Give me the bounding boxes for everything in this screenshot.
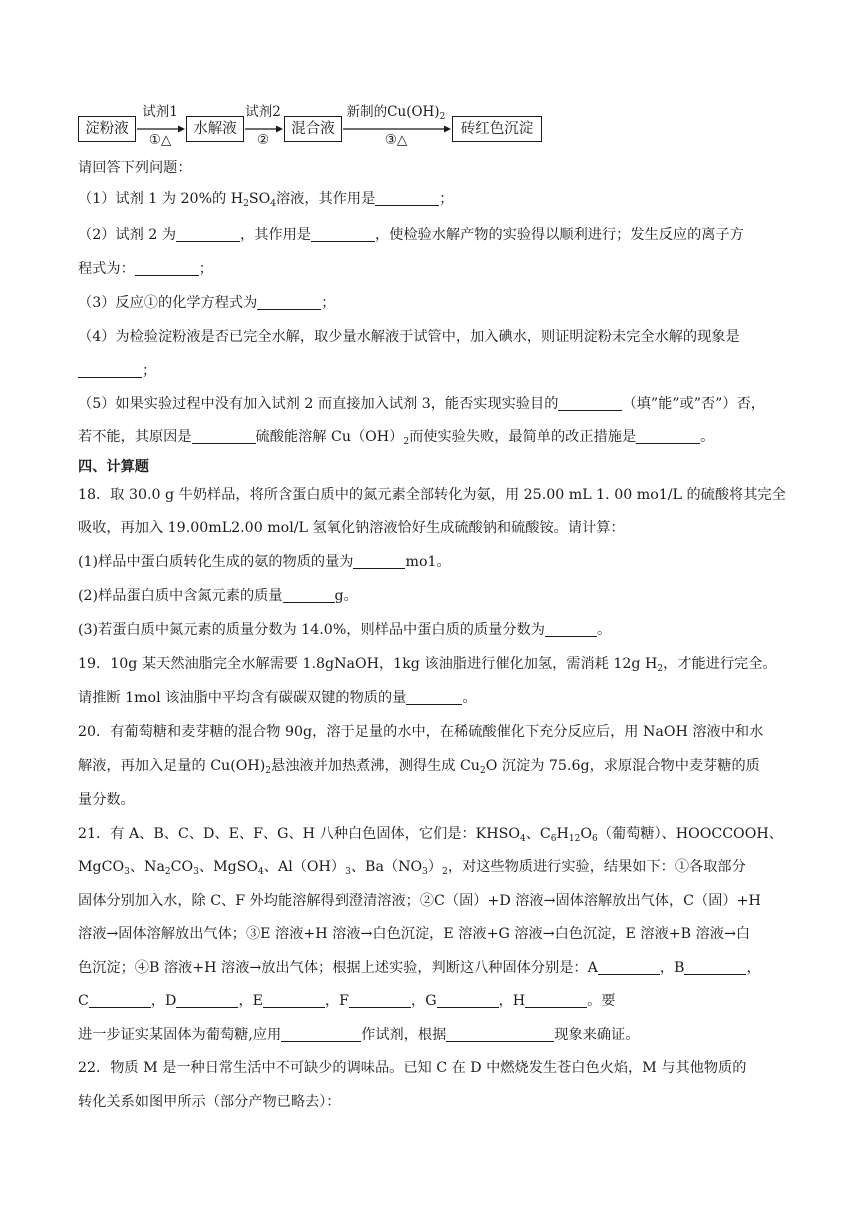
q22-line2: 转化关系如图甲所示（部分产物已略去）： [78, 1094, 341, 1110]
q21-line6: C ，D ，E ，F ，G ，H 。要 [78, 993, 616, 1009]
flow-box-starch: 淀粉液 [78, 116, 136, 142]
flow-box-mixture: 混合液 [284, 116, 342, 142]
q19-line2: 请推断 1mol 该油脂中平均含有碳碳双键的物质的量 。 [78, 690, 477, 706]
q20-line2: 解液，再加入足量的 $Cu(OH)_2$悬浊液并加热煮沸，测得生成 $Cu_2O$ 沉淀为 75.6g，求原混合物中麦芽糖的质 [78, 758, 760, 776]
experiment-flow-diagram [78, 104, 598, 154]
q21-line1: 21．有 A、B、C、D、E、F、G、H 八种白色固体，它们是：$KHSO_4$、$C_6H_{12}O_6$（葡萄糖）、HOOCCOOH、 [78, 826, 783, 844]
q17-part1: （1）试剂 1 为 20%的 $H_2SO_4$溶液，其作用是 ； [78, 191, 454, 209]
flow-label-reagent3: 新制的$Cu(OH)_2$ [346, 104, 446, 122]
answer-blank[interactable] [257, 294, 321, 310]
q21-line7: 进一步证实某固体为葡萄糖,应用 作试剂，根据 现象来确证。 [78, 1027, 640, 1043]
q17-part2-line1: （2）试剂 2 为 ，其作用是 ，使检验水解产物的实验得以顺利进行；发生反应的离子方 [78, 227, 744, 243]
answer-blank-E[interactable] [263, 992, 325, 1008]
q17-part2-line2: 程式为： ； [78, 261, 213, 277]
answer-blank[interactable] [406, 689, 462, 705]
answer-blank[interactable] [636, 428, 700, 444]
q18-sub2: (2)样品蛋白质中含氮元素的质量 g。 [78, 588, 358, 604]
answer-blank[interactable] [375, 190, 439, 206]
answer-blank-C[interactable] [89, 992, 151, 1008]
q21-line5: 色沉淀；④B 溶液+H 溶液→放出气体；根据上述实验，判断这八种固体分别是：A ，B ， [78, 960, 761, 976]
q17-intro: 请回答下列问题： [78, 160, 192, 176]
q21-line2: MgCO$_3$、$Na_2CO_3$、MgSO$_4$、$Al(OH)_3$、$Ba(NO_3)_2$，对这些物质进行实验，结果如下：①各取部分 [78, 859, 746, 877]
flow-label-step1: ①△ [148, 132, 172, 148]
flow-box-brick-red-precipitate: 砖红色沉淀 [452, 116, 542, 142]
answer-blank[interactable] [78, 362, 142, 378]
q21-line3: 固体分别加入水，除 C、F 外均能溶解得到澄清溶液；②C（固）+D 溶液→固体溶解放出气体，C（固）+H [78, 893, 761, 909]
flow-label-reagent2: 试剂2 [245, 104, 281, 120]
answer-blank-B[interactable] [684, 959, 746, 975]
q21-line4: 溶液→固体溶解放出气体；③E 溶液+H 溶液→白色沉淀，E 溶液+G 溶液→白色沉淀，E 溶液+B 溶液→白 [78, 926, 751, 942]
flow-label-step3: ③△ [384, 132, 408, 148]
q18-line2: 吸收，再加入 19.00mL2.00 mol/L 氢氧化钠溶液恰好生成硫酸钠和硫酸铵。请计算： [78, 520, 625, 536]
q17-part4-line1: （4）为检验淀粉液是否已完全水解，取少量水解液于试管中，加入碘水，则证明淀粉未完全水解的现象是 [78, 329, 740, 345]
answer-blank-F[interactable] [349, 992, 411, 1008]
answer-blank[interactable] [283, 587, 335, 603]
q18-line1: 18．取 30.0 g 牛奶样品，将所含蛋白质中的氮元素全部转化为氨，用 25.00 mL 1. 00 mo1/L 的硫酸将其完全 [78, 487, 786, 503]
answer-blank[interactable] [545, 621, 597, 637]
q17-part4-line2: ； [78, 361, 156, 381]
answer-blank-A[interactable] [598, 959, 660, 975]
answer-blank-G[interactable] [437, 992, 499, 1008]
answer-blank[interactable] [192, 428, 256, 444]
answer-blank[interactable] [176, 226, 240, 242]
flow-box-hydrolysate: 水解液 [186, 116, 244, 142]
answer-blank[interactable] [558, 395, 622, 411]
answer-blank[interactable] [353, 553, 405, 569]
answer-blank-phenomenon[interactable] [446, 1026, 554, 1042]
q19-line1: 19．10g 某天然油脂完全水解需要 1.8gNaOH，1kg 该油脂进行催化加氢，需消耗 12g $H_2$，才能进行完全。 [78, 656, 777, 674]
answer-blank[interactable] [311, 226, 375, 242]
q18-sub3: (3)若蛋白质中氮元素的质量分数为 14.0%，则样品中蛋白质的质量分数为 。 [78, 622, 612, 638]
q17-part5-line1: （5）如果实验过程中没有加入试剂 2 而直接加入试剂 3，能否实现实验目的 （填”能”或”否”）否， [78, 396, 765, 412]
answer-blank-D[interactable] [176, 992, 238, 1008]
answer-blank[interactable] [135, 260, 199, 276]
answer-blank-reagent[interactable] [281, 1026, 361, 1042]
answer-blank-H[interactable] [525, 992, 587, 1008]
section-title: 四、计算题 [78, 459, 149, 475]
q18-sub1: (1)样品中蛋白质转化生成的氨的物质的量为 mo1。 [78, 554, 451, 570]
q22-line1: 22．物质 M 是一种日常生活中不可缺少的调味品。已知 C 在 D 中燃烧发生苍白色火焰，M 与其他物质的 [78, 1060, 747, 1076]
flow-label-reagent1: 试剂1 [142, 104, 178, 120]
flow-label-step2: ② [256, 132, 270, 148]
q20-line1: 20．有葡萄糖和麦芽糖的混合物 90g，溶于足量的水中，在稀硫酸催化下充分反应后，用 NaOH 溶液中和水 [78, 724, 764, 740]
q20-line3: 量分数。 [78, 792, 135, 808]
q17-part3: （3）反应①的化学方程式为 ； [78, 295, 336, 311]
q17-part5-line2: 若不能，其原因是 硫酸能溶解 $Cu(OH)_2$而使实验失败，最简单的改正措施是 。 [78, 429, 715, 447]
